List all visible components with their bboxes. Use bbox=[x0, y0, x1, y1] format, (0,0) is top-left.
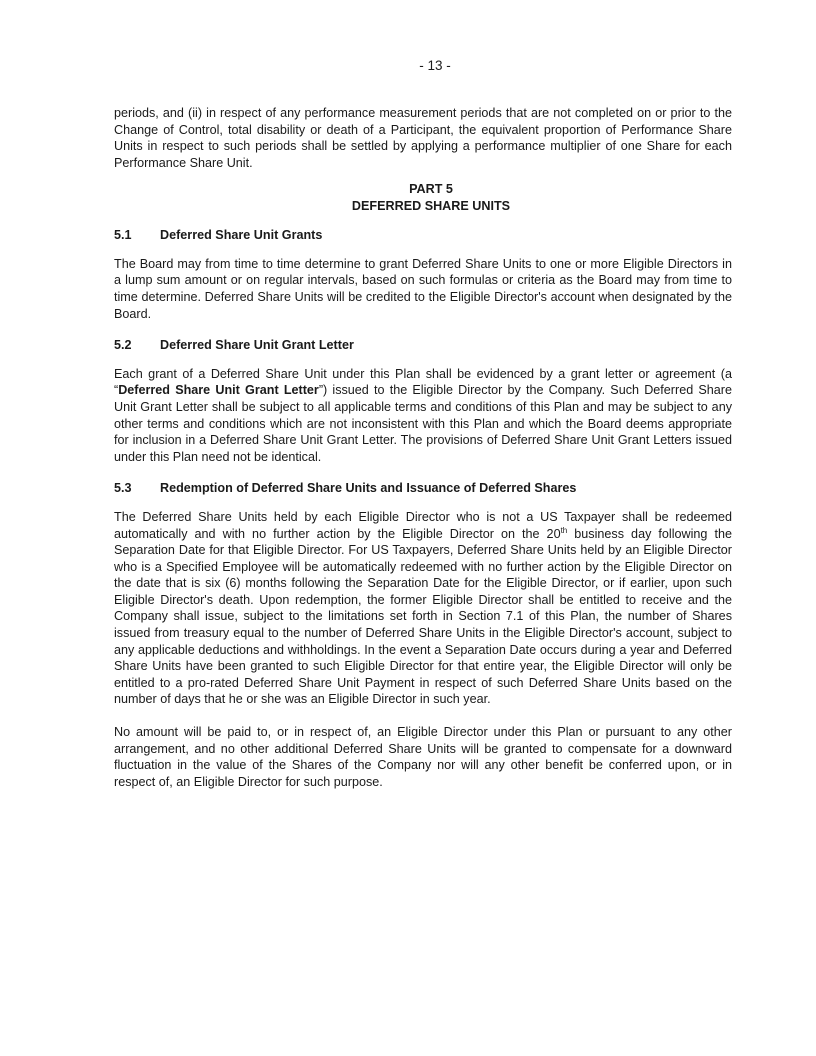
section-5-3-second-paragraph: No amount will be paid to, or in respect of, an Eligible Director under this Plan or pursuant to any other arrangement, and no other additional Deferred Share Units will be granted to compensate for a downward fluctuation in the value of the Shares of the Company nor will any other benefit be conferred upon, or in respect of, an Eligible Director for such purpose. bbox=[114, 725, 732, 789]
defined-term: Deferred Share Unit Grant Letter bbox=[118, 383, 319, 398]
section-heading-5-3 bbox=[114, 480, 732, 497]
section-title: Redemption of Deferred Share Units and Issuance of Deferred Shares bbox=[160, 481, 577, 496]
part-heading bbox=[114, 181, 732, 214]
section-title: Deferred Share Unit Grant Letter bbox=[160, 338, 354, 353]
body-text: ”) issued to the Eligible Director by the Company. Such Deferred Share Unit Grant Letter shall be subject to all applicable terms and conditions of this Plan and may be subject to any other terms and conditions which are not inconsistent with this Plan and which the Board deems appropriate for inclusion in a Deferred Share Unit Grant Letter. The provisions of Deferred Share Unit Grant Letters issued under this Plan need not be identical. bbox=[114, 383, 732, 464]
section-title: Deferred Share Unit Grants bbox=[160, 228, 323, 243]
part-title: DEFERRED SHARE UNITS bbox=[351, 198, 511, 213]
continuation-paragraph: periods, and (ii) in respect of any performance measurement periods that are not completed on or prior to the Change of Control, total disability or death of a Participant, the equivalent proportion of Performance Share Units in respect to such periods shall be settled by applying a performance multiplier of one Share for each Performance Share Unit. bbox=[114, 106, 732, 170]
section-heading-5-2 bbox=[114, 337, 732, 354]
section-number: 5.1 bbox=[114, 228, 132, 243]
section-heading-5-1 bbox=[114, 227, 732, 244]
section-number: 5.2 bbox=[114, 338, 132, 353]
page-number: - 13 - bbox=[419, 58, 451, 73]
section-5-3-body bbox=[114, 509, 732, 708]
body-text: Each grant of a Deferred Share Unit under this Plan shall be evidenced by a grant letter or agreement (a “ bbox=[114, 366, 732, 398]
body-text: The Deferred Share Units held by each Eligible Director who is not a US Taxpayer shall be redeemed automatically and with no further action by the Eligible Director on the 20 bbox=[114, 509, 732, 541]
part-label: PART 5 bbox=[409, 182, 453, 197]
body-text: business day following the Separation Date for that Eligible Director. For US Taxpayers, Deferred Share Units held by an Eligible Director who is a Specified Employee will be automatically redeemed with no further action by the Eligible Director on the date that is six (6) months following the Separation Date for the Eligible Director, or if earlier, upon such Eligible Director's death. Upon redemption, the former Eligible Director shall be entitled to receive and the Company shall issue, subject to the limitations set forth in Section 7.1 of this Plan, the number of Shares issued from treasury equal to the number of Deferred Share Units in the Eligible Director's account, subject to any applicable deductions and withholdings. In the event a Separation Date occurs during a year and Deferred Share Units have been granted to such Eligible Director for that entire year, the Eligible Director will only be entitled to a pro-rated Deferred Share Unit Payment in respect of such Deferred Share Units based on the number of days that he or she was an Eligible Director in such year. bbox=[114, 526, 732, 707]
section-number: 5.3 bbox=[114, 481, 132, 496]
ordinal-superscript: th bbox=[560, 525, 568, 535]
section-5-2-body bbox=[114, 366, 732, 466]
section-5-1-body: The Board may from time to time determine to grant Deferred Share Units to one or more Eligible Directors in a lump sum amount or on regular intervals, based on such formulas or criteria as the Board may from time to time determine. Deferred Share Units will be credited to the Eligible Director's account when designated by the Board. bbox=[114, 256, 732, 321]
